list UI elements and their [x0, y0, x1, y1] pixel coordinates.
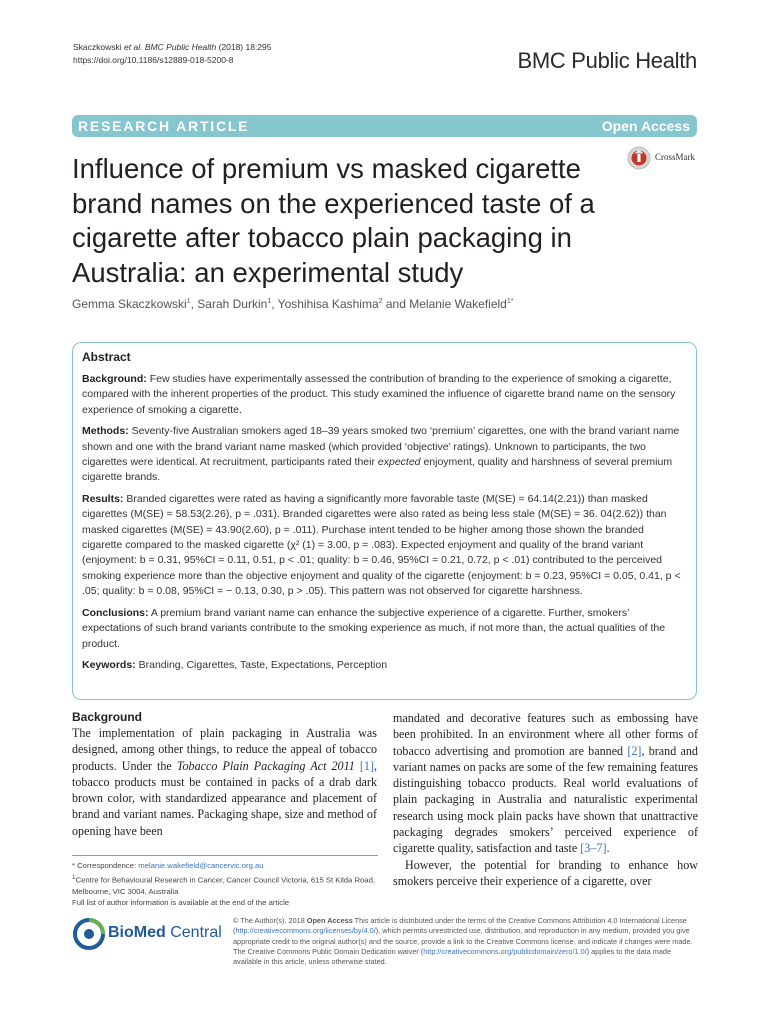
- abstract-methods: Methods: Seventy-five Australian smokers aged 18–39 years smoked two ‘premium’ cigarettes, one with the brand variant name shown and one with the brand variant name masked (which provided ‘objective’ ratings). Unknown to participants, the two cigarettes were identical. At recruitment, participants rated their expected enjoyment, quality and harshness of several premium cigarette brands.: [82, 425, 680, 484]
- crossmark-icon: [627, 146, 651, 170]
- author-list: Gemma Skaczkowski$^1$, Sarah Durkin$^1$, Yoshihisa Kashima$^2$ and Melanie Wakefield$^{1*}$: [72, 297, 514, 311]
- body-column-right: [393, 710, 698, 889]
- abstract-heading: Abstract: [82, 350, 131, 364]
- author-name[interactable]: Gemma Skaczkowski: [72, 297, 187, 311]
- crossmark-badge[interactable]: [627, 144, 702, 172]
- crossmark-label: CrossMark: [655, 152, 695, 162]
- author-name[interactable]: Melanie Wakefield: [409, 297, 507, 311]
- body-paragraph: However, the potential for branding to enhance how smokers perceive their experience of a cigarette, over: [393, 857, 698, 888]
- citation-link[interactable]: [3–7]: [580, 841, 607, 856]
- abstract-results: Results: Branded cigarettes were rated as having a significantly more favorable taste (M(SE) = 64.14(2.21)) than masked cigarettes (M(SE) = 58.53(2.26), p = .031). Branded cigarettes were also rated as being less stale (M(SE) = 36. 04(2.62)) than masked cigarettes (M(SE) = 43.90(2.60), p = .011). Purchase intent tended to be higher among those shown the branded cigarette compared to the masked cigarette (χ² (1) = 3.00, p = .083). Expected enjoyment and quality of the brand variant (enjoyment: b = 0.31, 95%CI = 0.11, 0.51, p < .01; quality: b = 0.46, 95%CI = 0.21, 0.72, p < .01) contributed to the perceived smoking experience more than the objective enjoyment and quality of the cigarette (enjoyment: b = 0.23, 95%CI = 0.05, 0.41, p < .05; quality: b = 0.08, 95%CI = − 0.13, 0.30, p > .05). This pattern was not observed for cigarette harshness.: [82, 492, 681, 598]
- author-name[interactable]: Sarah Durkin: [197, 297, 268, 311]
- license-statement: © The Author(s). 2018 Open Access This article is distributed under the terms of the Creative Commons Attribution 4.0 International License (http://creativecommons.org/licenses/by/4.0/), which permits unrestricted use, distribution, and reproduction in any medium, provided you give appropriate credit to the original author(s) and the source, provide a link to the Creative Commons license, and indicate if changes were made. The Creative Commons Public Domain Dedication waiver (http://creativecommons.org/publicdomain/zero/1.0/) applies to the data made available in this article, unless otherwise stated.: [233, 916, 693, 967]
- journal-name: BMC Public Health: [517, 48, 697, 73]
- license-link[interactable]: http://creativecommons.org/licenses/by/4.0/: [235, 926, 376, 936]
- citation-link[interactable]: [1]: [359, 758, 374, 773]
- footnotes: * Correspondence: melanie.wakefield@cancervic.org.au $^1$Centre for Behavioural Research in Cancer, Cancer Council Victoria, 615 St Kilda Road, Melbourne, VIC 3004, Australia Full list of author information is available at the end of the article: [72, 855, 378, 909]
- article-type-label: RESEARCH ARTICLE: [78, 118, 250, 134]
- body-column-left: [72, 710, 377, 839]
- biomed-central-icon: [72, 917, 106, 951]
- body-paragraph: mandated and decorative features such as embossing have been prohibited. In an environment where all other forms of tobacco advertising and promotion are banned [2], brand and variant names on packs are some of the few remaining features distinguishing tobacco products. Real world evaluations of plain packaging in Australia and naturalistic experimental research using mock plain packs have shown that unattractive packaging degrades smokers’ perceived experience of cigarette quality, satisfaction and taste [3–7].: [393, 711, 698, 856]
- doi-link[interactable]: https://doi.org/10.1186/s12889-018-5200-8: [73, 55, 234, 65]
- public-domain-link[interactable]: http://creativecommons.org/publicdomain/zero/1.0/: [423, 946, 587, 956]
- citation-link[interactable]: [2]: [627, 743, 642, 758]
- body-paragraph: The implementation of plain packaging in Australia was designed, among other things, to reduce the appeal of tobacco products. Under the Tobacco Plain Packaging Act 2011 [1], tobacco products must be contained in packs of a drab dark brown color, with standardized appearance and placement of brand and variant names. Packaging shape, size and method of opening have been: [72, 726, 378, 838]
- article-type-band: [72, 115, 697, 137]
- abstract-keywords: Keywords: Branding, Cigarettes, Taste, Expectations, Perception: [82, 658, 388, 671]
- abstract-background: Background: Few studies have experimentally assessed the contribution of branding to the experience of smoking a cigarette, compared with the inherent properties of the product. This study examined the influence of cigarette brand name on the sensory experience of smoking a cigarette.: [82, 373, 676, 416]
- article-title: Influence of premium vs masked cigarette brand names on the experienced taste of a cigarette after tobacco plain packaging in Australia: an experimental study: [72, 153, 595, 288]
- abstract-box: [72, 342, 697, 700]
- abstract-conclusions: Conclusions: A premium brand variant name can enhance the subjective experience of a cigarette. Further, smokers’ expectations of such brand variants contribute to the smoking experience as much, if not more than, the actual qualities of the product.: [82, 606, 666, 650]
- author-name[interactable]: Yoshihisa Kashima: [277, 297, 379, 311]
- section-heading: Background: [72, 710, 143, 724]
- biomed-central-logo: BioMed Central: [72, 917, 222, 951]
- running-citation: Skaczkowski et al. BMC Public Health (2018) 18:295 https://doi.org/10.1186/s12889-018-5200-8: [73, 42, 272, 65]
- open-access-label: Open Access: [601, 118, 690, 134]
- correspondence-email-link[interactable]: melanie.wakefield@cancervic.org.au: [138, 861, 264, 870]
